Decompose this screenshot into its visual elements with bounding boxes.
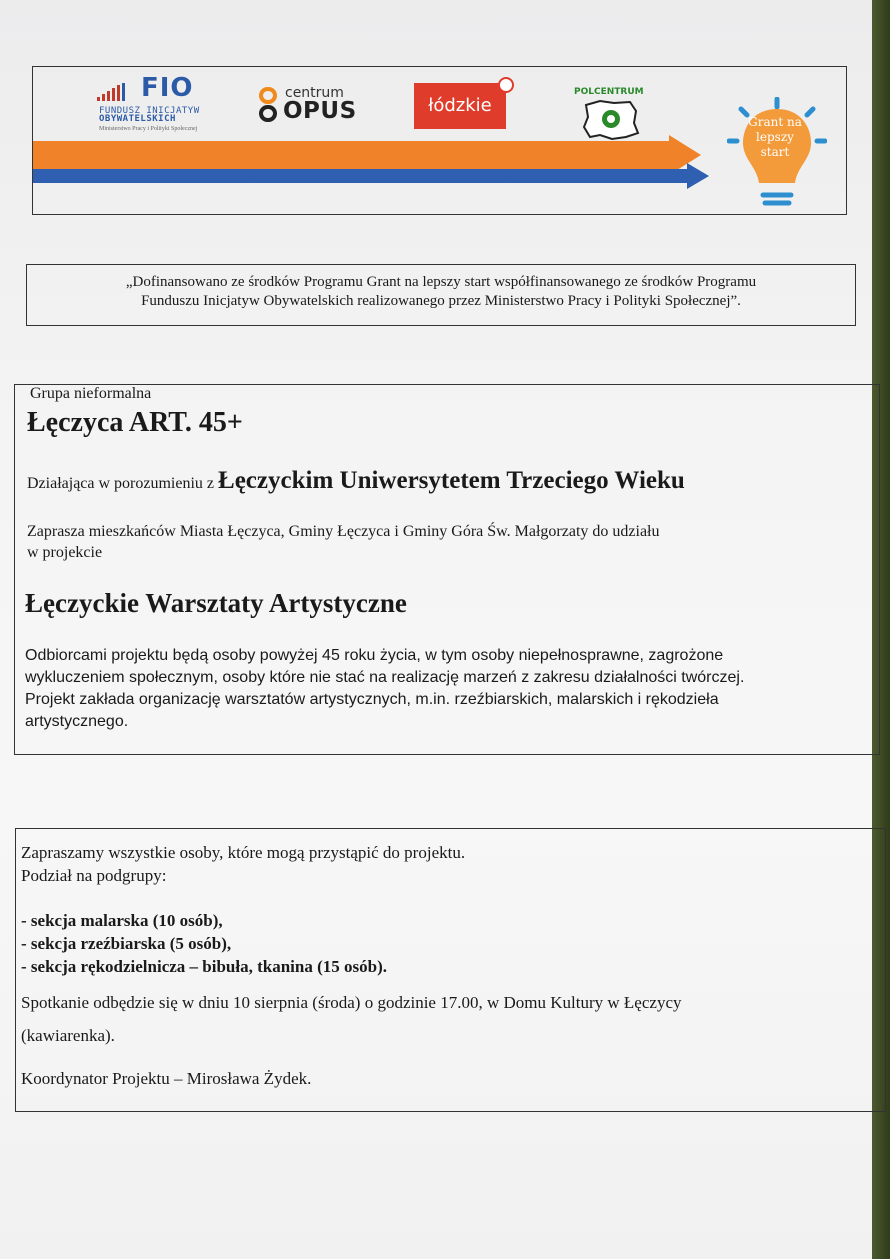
invitation-text [27,521,817,563]
group-label: Grupa nieformalna [30,385,152,402]
subgroup-item: - sekcja rzeźbiarska (5 osób), [21,934,232,953]
opus-mark-icon [259,87,277,123]
description-line: Projekt zakłada organizację warsztatów artystycznych, m.in. rzeźbiarskich, malarskich i rękodzieła [25,691,719,708]
lodzkie-dot-icon [498,77,514,93]
fio-logo-line2: OBYWATELSKICH [99,114,176,124]
opus-logo [259,81,369,125]
fio-logo-line3: Ministerstwo Pracy i Polityki Społecznej [99,126,198,132]
coordinator-text: Koordynator Projektu – Mirosława Żydek. [21,1069,312,1088]
meeting-line1: Spotkanie odbędzie się w dniu 10 sierpnia (środa) o godzinie 17.00, w Domu Kultury w Łęczycy [21,993,682,1012]
polcentrum-logo-text: POLCENTRUM [574,87,644,97]
invitation-line1: Zaprasza mieszkańców Miasta Łęczyca, Gminy Łęczyca i Gminy Góra Św. Małgorzaty do udziału [27,523,660,540]
announcement-box [14,384,880,755]
funding-notice-line1: „Dofinansowano ze środków Programu Grant na lepszy start współfinansowanego ze środków Programu [125,274,757,290]
agreement-partner: Łęczyckim Uniwersytetem Trzeciego Wieku [218,467,685,494]
subgroup-item: - sekcja malarska (10 osób), [21,911,223,930]
funding-notice [26,264,856,326]
details-box [15,828,886,1112]
invite-all-text: Zapraszamy wszystkie osoby, które mogą przystąpić do projektu. [21,843,466,862]
project-description [25,645,835,733]
opus-logo-bottom: OPUS [283,98,357,124]
banner-arrows [33,135,733,191]
fio-logo-word: FIO [141,73,194,103]
agreement-prefix: Działająca w porozumieniu z [27,475,215,492]
lodzkie-logo-text: łódzkie [428,95,492,116]
description-line: artystycznego. [25,713,129,730]
subgroup-item: - sekcja rękodzielnicza – bibuła, tkanina (15 osób). [21,957,387,976]
invitation-line2: w projekcie [27,544,103,561]
opus-logo-top: centrum [285,85,344,101]
project-title: Łęczyckie Warsztaty Artystyczne [25,588,407,618]
agreement-line [27,467,685,495]
grant-bulb-logo [727,97,827,211]
fio-logo [97,73,217,133]
description-line: Odbiorcami projektu będą osoby powyżej 45 roku życia, w tym osoby niepełnosprawne, zagrożone [25,647,724,664]
group-name: Łęczyca ART. 45+ [27,407,243,438]
description-line: wykluczeniem społecznym, osoby które nie stać na realizację marzeń z zakresu działalności twórczej. [25,669,745,686]
polcentrum-logo [576,87,646,139]
fio-bars-icon [97,83,127,101]
funding-notice-line2: Funduszu Inicjatyw Obywatelskich realizowanego przez Ministerstwo Pracy i Polityki Społecznej”. [141,293,741,309]
grant-bulb-text: Grant na lepszy start [748,115,802,159]
meeting-line2: (kawiarenka). [21,1026,115,1045]
lodzkie-logo [414,83,506,129]
logo-banner [32,66,847,215]
subgroups-label: Podział na podgrupy: [21,866,167,885]
fio-logo-line1: FUNDUSZ INICJATYW [99,106,200,116]
